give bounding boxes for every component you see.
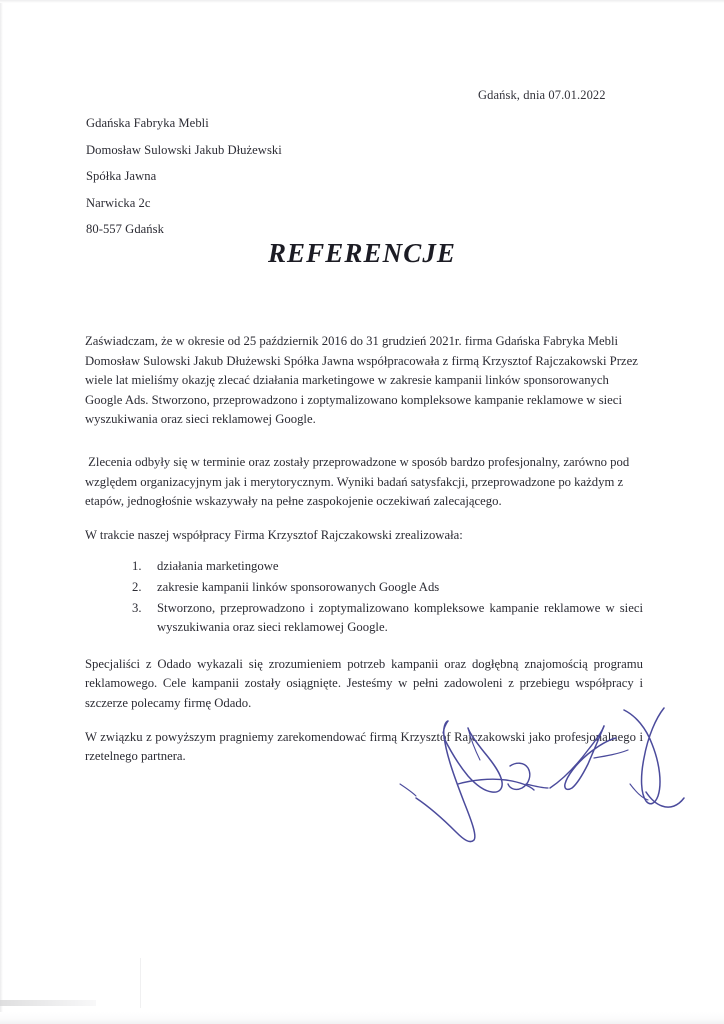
spacer [85,639,643,655]
recipient-line-postal-city: 80-557 Gdańsk [86,222,164,236]
paragraph-recommendation: W związku z powyższym pragniemy zarekomendować firmą Krzysztof Rajczakowski jako profesjonalnego i rzetelnego partnera. [85,729,643,764]
page-title: REFERENCJE [267,238,457,268]
deliverables-list [85,557,643,637]
recipient-line-legal-form: Spółka Jawna [86,169,157,183]
paragraph-intro: Zaświadczam, że w okresie od 25 październik 2016 do 31 grudzień 2021r. firma Gdańska Fabryka Mebli Domosław Sulowski Jakub Dłużewski Spółka Jawna współpracowała z firmą Krzysztof Rajczakowski Przez wiele lat mieliśmy okazję zlecać działania marketingowe w zakresie kampanii linków sponsorowanych Google Ads. Stworzono, przeprowadzono i zoptymalizowano kompleksowe kampanie reklamowe w sieci wyszukiwania oraz sieci reklamowej Google. [85,334,638,427]
recipient-line-owners: Domosław Sulowski Jakub Dłużewski [86,142,282,157]
recipient-line-street: Narwicka 2c [86,195,151,210]
list-item: zakresie kampanii linków sponsorowanych Google Ads [157,579,440,594]
spacer [85,430,643,453]
spacer [85,714,643,728]
paragraph-quality: Zlecenia odbyły się w terminie oraz zostały przeprowadzone w sposób bardzo profesjonalny, zarówno pod względem organizacyjnym jak i merytorycznym. Wyniki badań satysfakcji, przeprowadzone po każdym z etapów, jednogłośnie wskazywały na pełne zaspokojenie oczekiwań zalecającego. [85,454,630,509]
paragraph-scope-intro: W trakcie naszej współpracy Firma Krzysztof Rajczakowski zrealizowała: [85,527,463,542]
document-body [85,332,643,767]
list-item: działania marketingowe [157,559,279,574]
list-item: Stworzono, przeprowadzono i zoptymalizowano kompleksowe kampanie reklamowe w sieci wyszukiwania oraz sieci reklamowej Google. [157,600,643,635]
recipient-line-company: Gdańska Fabryka Mebli [86,116,209,130]
spacer [85,512,643,526]
recipient-address-block [86,110,506,243]
date-line: Gdańsk, dnia 07.01.2022 [478,88,606,102]
paragraph-satisfaction: Specjaliści z Odado wykazali się zrozumieniem potrzeb kampanii oraz dogłębną znajomością programu reklamowego. Cele kampanii zostały osiągnięte. Jesteśmy w pełni zadowoleni z przebiegu współpracy i szczerze polecamy firmę Odado. [85,656,643,710]
